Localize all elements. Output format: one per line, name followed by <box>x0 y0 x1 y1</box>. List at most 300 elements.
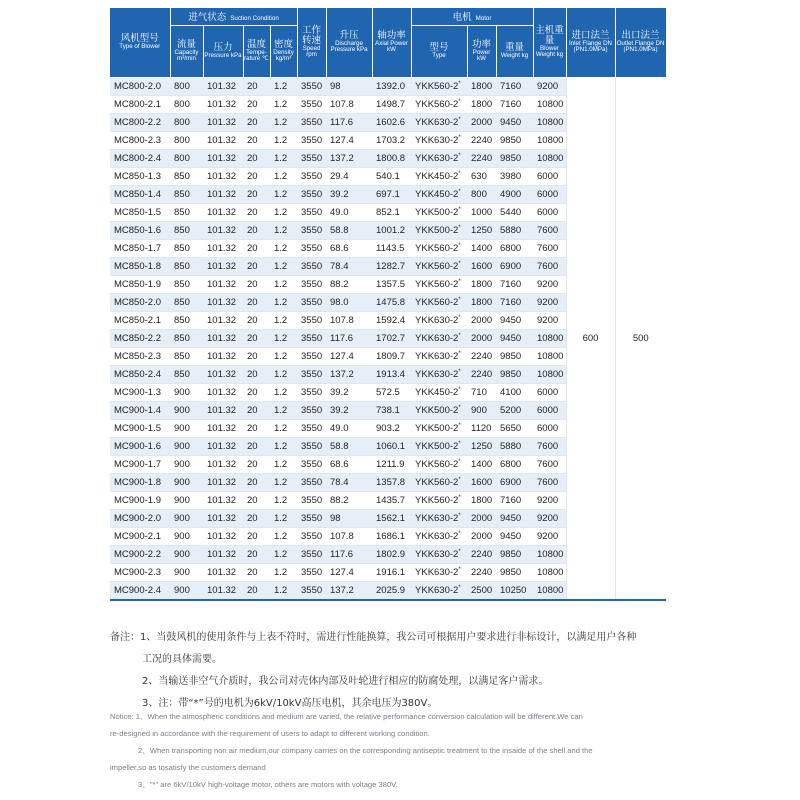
cell-discharge: 117.6 <box>326 329 372 347</box>
notes-chinese <box>110 628 690 716</box>
cell-density: 1.2 <box>270 149 297 167</box>
cell-model: MC850-1.7 <box>110 239 170 257</box>
cell-speed: 3550 <box>297 293 326 311</box>
cell-speed: 3550 <box>297 257 326 275</box>
cell-discharge: 39.2 <box>326 401 372 419</box>
cell-motor-power: 2000 <box>467 527 496 545</box>
cell-motor-weight: 6800 <box>496 455 533 473</box>
high-voltage-mark: * <box>458 350 461 357</box>
cell-model: MC900-2.3 <box>110 563 170 581</box>
cell-axial-power: 1282.7 <box>372 257 411 275</box>
cell-speed: 3550 <box>297 311 326 329</box>
header-suction: 进气状态 Suction Condition <box>170 8 297 25</box>
cell-speed: 3550 <box>297 437 326 455</box>
high-voltage-mark: * <box>458 566 461 573</box>
header-motor-weight: 重量 Weight kg <box>496 25 533 77</box>
cell-flow: 900 <box>170 545 203 563</box>
cell-motor-power: 2240 <box>467 545 496 563</box>
cell-speed: 3550 <box>297 77 326 95</box>
cell-axial-power: 1686.1 <box>372 527 411 545</box>
motor-type-text: YKK500-2 <box>415 206 459 218</box>
cell-blower-weight: 9200 <box>533 311 566 329</box>
cell-model: MC800-2.0 <box>110 77 170 95</box>
cell-density: 1.2 <box>270 257 297 275</box>
high-voltage-mark: * <box>458 422 461 429</box>
cell-flow: 900 <box>170 491 203 509</box>
cell-pressure: 101.32 <box>203 491 243 509</box>
cell-flow: 900 <box>170 509 203 527</box>
cell-motor-type <box>411 167 467 185</box>
high-voltage-mark: * <box>458 368 461 375</box>
cell-model: MC850-2.3 <box>110 347 170 365</box>
header-pressure: 压力 Pressure kPa <box>203 25 243 77</box>
cell-discharge: 29.4 <box>326 167 372 185</box>
cell-motor-weight: 5200 <box>496 401 533 419</box>
cell-blower-weight: 7600 <box>533 239 566 257</box>
cell-flow: 900 <box>170 455 203 473</box>
cell-motor-power: 1600 <box>467 473 496 491</box>
high-voltage-mark: * <box>458 332 461 339</box>
cell-motor-type <box>411 419 467 437</box>
cell-motor-power: 1250 <box>467 221 496 239</box>
high-voltage-mark: * <box>458 242 461 249</box>
cell-discharge: 49.0 <box>326 203 372 221</box>
cell-speed: 3550 <box>297 563 326 581</box>
cell-pressure: 101.32 <box>203 167 243 185</box>
cell-model: MC850-2.4 <box>110 365 170 383</box>
cell-speed: 3550 <box>297 401 326 419</box>
cell-speed: 3550 <box>297 239 326 257</box>
high-voltage-mark: * <box>458 314 461 321</box>
cell-density: 1.2 <box>270 545 297 563</box>
cell-motor-weight: 6800 <box>496 239 533 257</box>
cell-blower-weight: 7600 <box>533 455 566 473</box>
cell-pressure: 101.32 <box>203 419 243 437</box>
cell-blower-weight: 7600 <box>533 257 566 275</box>
cell-axial-power: 2025.9 <box>372 581 411 600</box>
header-motor: 电机 Motor <box>411 8 533 25</box>
cell-speed: 3550 <box>297 509 326 527</box>
cell-blower-weight: 10800 <box>533 329 566 347</box>
cell-motor-power: 1800 <box>467 293 496 311</box>
high-voltage-mark: * <box>458 116 461 123</box>
cell-model: MC800-2.4 <box>110 149 170 167</box>
motor-type-text: YKK630-2 <box>415 134 459 146</box>
motor-type-text: YKK500-2 <box>415 440 459 452</box>
cell-axial-power: 1357.8 <box>372 473 411 491</box>
cell-model: MC850-2.2 <box>110 329 170 347</box>
high-voltage-mark: * <box>458 386 461 393</box>
cell-discharge: 78.4 <box>326 257 372 275</box>
header-outlet-flange: 出口法兰 Outlet Flange DN (PN1.0MPa) <box>615 8 666 77</box>
cell-pressure: 101.32 <box>203 401 243 419</box>
cell-motor-type <box>411 203 467 221</box>
cell-discharge: 127.4 <box>326 563 372 581</box>
cell-density: 1.2 <box>270 365 297 383</box>
cell-pressure: 101.32 <box>203 329 243 347</box>
cell-motor-type <box>411 437 467 455</box>
cell-motor-weight: 4100 <box>496 383 533 401</box>
cell-motor-type <box>411 509 467 527</box>
header-inlet-flange: 进口法兰 Inlet Flange DN (PN1.0MPa) <box>566 8 615 77</box>
cell-pressure: 101.32 <box>203 293 243 311</box>
cell-flow: 800 <box>170 113 203 131</box>
cell-motor-weight: 7160 <box>496 95 533 113</box>
cell-motor-type <box>411 365 467 383</box>
cell-density: 1.2 <box>270 167 297 185</box>
motor-type-text: YKK500-2 <box>415 224 459 236</box>
high-voltage-mark: * <box>458 530 461 537</box>
cell-motor-power: 1600 <box>467 257 496 275</box>
cell-pressure: 101.32 <box>203 77 243 95</box>
cell-motor-type <box>411 149 467 167</box>
cell-blower-weight: 7600 <box>533 473 566 491</box>
cell-motor-type <box>411 491 467 509</box>
cell-motor-type <box>411 563 467 581</box>
cell-axial-power: 738.1 <box>372 401 411 419</box>
cell-density: 1.2 <box>270 311 297 329</box>
cell-speed: 3550 <box>297 527 326 545</box>
high-voltage-mark: * <box>458 98 461 105</box>
cell-temperature: 20 <box>243 185 270 203</box>
cell-motor-power: 1400 <box>467 455 496 473</box>
cell-pressure: 101.32 <box>203 239 243 257</box>
cell-discharge: 49.0 <box>326 419 372 437</box>
header-motor-type: 型号 Type <box>411 25 467 77</box>
high-voltage-mark: * <box>458 170 461 177</box>
cell-speed: 3550 <box>297 149 326 167</box>
cell-axial-power: 1703.2 <box>372 131 411 149</box>
motor-type-text: YKK450-2 <box>415 170 459 182</box>
high-voltage-mark: * <box>458 548 461 555</box>
header-density: 密度 Density kg/m³ <box>270 25 297 77</box>
cell-density: 1.2 <box>270 491 297 509</box>
cell-pressure: 101.32 <box>203 149 243 167</box>
cell-temperature: 20 <box>243 311 270 329</box>
high-voltage-mark: * <box>458 206 461 213</box>
cell-density: 1.2 <box>270 581 297 600</box>
header-motor-power: 功率 Power kW <box>467 25 496 77</box>
cell-pressure: 101.32 <box>203 437 243 455</box>
cell-model: MC900-1.7 <box>110 455 170 473</box>
cell-model: MC850-2.1 <box>110 311 170 329</box>
cell-motor-type <box>411 581 467 600</box>
cell-motor-power: 2000 <box>467 113 496 131</box>
cell-model: MC850-1.6 <box>110 221 170 239</box>
header-axial-power: 轴功率 Axial Power kW <box>372 8 411 77</box>
cell-speed: 3550 <box>297 95 326 113</box>
cell-motor-weight: 4900 <box>496 185 533 203</box>
cell-blower-weight: 6000 <box>533 383 566 401</box>
cell-axial-power: 852.1 <box>372 203 411 221</box>
cell-motor-type <box>411 401 467 419</box>
cell-density: 1.2 <box>270 113 297 131</box>
cell-pressure: 101.32 <box>203 275 243 293</box>
cell-density: 1.2 <box>270 293 297 311</box>
cell-speed: 3550 <box>297 113 326 131</box>
cell-motor-type <box>411 311 467 329</box>
cell-motor-type <box>411 527 467 545</box>
motor-type-text: YKK630-2 <box>415 314 459 326</box>
cell-motor-weight: 9450 <box>496 527 533 545</box>
cell-flow: 850 <box>170 329 203 347</box>
motor-type-text: YKK560-2 <box>415 476 459 488</box>
motor-type-text: YKK630-2 <box>415 332 459 344</box>
cell-motor-weight: 5440 <box>496 203 533 221</box>
cell-blower-weight: 10800 <box>533 581 566 600</box>
cell-model: MC800-2.3 <box>110 131 170 149</box>
cell-motor-power: 1000 <box>467 203 496 221</box>
cell-motor-weight: 9450 <box>496 329 533 347</box>
cell-motor-weight: 9850 <box>496 131 533 149</box>
cell-blower-weight: 10800 <box>533 545 566 563</box>
note-cn-3: 3、注：带“*”号的电机为6kV/10kV高压电机，其余电压为380V。 <box>142 698 438 709</box>
cell-blower-weight: 9200 <box>533 491 566 509</box>
cell-flow: 900 <box>170 401 203 419</box>
cell-temperature: 20 <box>243 473 270 491</box>
cell-flow: 850 <box>170 221 203 239</box>
motor-type-text: YKK560-2 <box>415 458 459 470</box>
cell-discharge: 127.4 <box>326 131 372 149</box>
cell-motor-power: 900 <box>467 401 496 419</box>
cell-axial-power: 903.2 <box>372 419 411 437</box>
motor-type-text: YKK630-2 <box>415 152 459 164</box>
motor-type-text: YKK450-2 <box>415 386 459 398</box>
cell-motor-type <box>411 275 467 293</box>
motor-type-text: YKK560-2 <box>415 80 459 92</box>
cell-temperature: 20 <box>243 113 270 131</box>
high-voltage-mark: * <box>458 584 461 591</box>
cell-discharge: 107.8 <box>326 95 372 113</box>
cell-blower-weight: 10800 <box>533 113 566 131</box>
cell-flow: 900 <box>170 473 203 491</box>
cell-model: MC900-1.6 <box>110 437 170 455</box>
cell-model: MC850-1.3 <box>110 167 170 185</box>
cell-pressure: 101.32 <box>203 203 243 221</box>
cell-motor-power: 2240 <box>467 347 496 365</box>
cell-temperature: 20 <box>243 95 270 113</box>
high-voltage-mark: * <box>458 440 461 447</box>
cell-model: MC850-1.5 <box>110 203 170 221</box>
spec-sheet <box>110 8 666 601</box>
cell-temperature: 20 <box>243 329 270 347</box>
cell-blower-weight: 9200 <box>533 77 566 95</box>
cell-temperature: 20 <box>243 77 270 95</box>
motor-type-text: YKK450-2 <box>415 188 459 200</box>
cell-temperature: 20 <box>243 365 270 383</box>
cell-motor-weight: 7160 <box>496 293 533 311</box>
cell-pressure: 101.32 <box>203 365 243 383</box>
note-en-2-cont: impeller,so as tosatisfy the customers demand <box>110 763 266 772</box>
cell-motor-weight: 7160 <box>496 491 533 509</box>
cell-motor-type <box>411 545 467 563</box>
cell-speed: 3550 <box>297 581 326 600</box>
cell-motor-power: 2000 <box>467 509 496 527</box>
cell-density: 1.2 <box>270 77 297 95</box>
cell-temperature: 20 <box>243 437 270 455</box>
high-voltage-mark: * <box>458 134 461 141</box>
header-temperature: 温度 Tempe-rature ℃ <box>243 25 270 77</box>
cell-pressure: 101.32 <box>203 185 243 203</box>
cell-motor-power: 630 <box>467 167 496 185</box>
header-discharge: 升压 Discharge Pressure kPa <box>326 8 372 77</box>
cell-flow: 850 <box>170 275 203 293</box>
cell-axial-power: 1809.7 <box>372 347 411 365</box>
cell-flow: 900 <box>170 383 203 401</box>
motor-type-text: YKK630-2 <box>415 512 459 524</box>
high-voltage-mark: * <box>458 224 461 231</box>
note-cn-1: 备注：1、当鼓风机的使用条件与上表不符时，需进行性能换算，我公司可根据用户要求进行非标设计，以满足用户各种 <box>110 632 637 643</box>
high-voltage-mark: * <box>458 494 461 501</box>
motor-type-text: YKK560-2 <box>415 278 459 290</box>
cell-discharge: 58.8 <box>326 437 372 455</box>
note-en-2: 2、When transporting non air medium,our company carries on the corresponding antiseptic treatment to the insaide of the shell and the <box>138 746 593 755</box>
cell-blower-weight: 9200 <box>533 509 566 527</box>
cell-temperature: 20 <box>243 527 270 545</box>
cell-motor-power: 2240 <box>467 131 496 149</box>
cell-blower-weight: 10800 <box>533 131 566 149</box>
note-en-3: 3、"*" are 6kV/10kV high-voltage motor, others are motors with voltage 380V. <box>138 780 398 789</box>
cell-model: MC850-1.8 <box>110 257 170 275</box>
cell-density: 1.2 <box>270 527 297 545</box>
cell-density: 1.2 <box>270 329 297 347</box>
cell-flow: 850 <box>170 311 203 329</box>
cell-temperature: 20 <box>243 581 270 600</box>
cell-motor-power: 2000 <box>467 311 496 329</box>
cell-motor-power: 2240 <box>467 563 496 581</box>
cell-motor-power: 1800 <box>467 491 496 509</box>
high-voltage-mark: * <box>458 458 461 465</box>
motor-type-text: YKK630-2 <box>415 116 459 128</box>
cell-pressure: 101.32 <box>203 545 243 563</box>
cell-axial-power: 1592.4 <box>372 311 411 329</box>
blower-spec-table <box>110 8 667 601</box>
cell-speed: 3550 <box>297 203 326 221</box>
cell-flow: 800 <box>170 131 203 149</box>
cell-temperature: 20 <box>243 149 270 167</box>
table-row <box>110 77 666 95</box>
motor-type-text: YKK500-2 <box>415 404 459 416</box>
cell-motor-type <box>411 347 467 365</box>
cell-axial-power: 1602.6 <box>372 113 411 131</box>
cell-temperature: 20 <box>243 275 270 293</box>
header-blower-weight: 主机重量 Blower Weight kg <box>533 8 566 77</box>
cell-density: 1.2 <box>270 473 297 491</box>
cell-model: MC900-1.3 <box>110 383 170 401</box>
cell-motor-power: 1800 <box>467 77 496 95</box>
cell-pressure: 101.32 <box>203 221 243 239</box>
cell-speed: 3550 <box>297 365 326 383</box>
cell-motor-power: 2000 <box>467 329 496 347</box>
cell-pressure: 101.32 <box>203 563 243 581</box>
cell-blower-weight: 7600 <box>533 437 566 455</box>
cell-motor-type <box>411 185 467 203</box>
motor-type-text: YKK630-2 <box>415 530 459 542</box>
cell-flow: 850 <box>170 185 203 203</box>
cell-motor-power: 1250 <box>467 437 496 455</box>
cell-speed: 3550 <box>297 455 326 473</box>
cell-motor-type <box>411 293 467 311</box>
motor-type-text: YKK560-2 <box>415 242 459 254</box>
cell-speed: 3550 <box>297 419 326 437</box>
notes-english <box>110 710 670 795</box>
note-cn-1-cont: 工况的具体需要。 <box>142 654 222 665</box>
cell-pressure: 101.32 <box>203 383 243 401</box>
cell-motor-power: 1800 <box>467 95 496 113</box>
cell-blower-weight: 10800 <box>533 95 566 113</box>
cell-axial-power: 1357.5 <box>372 275 411 293</box>
cell-temperature: 20 <box>243 221 270 239</box>
cell-flow: 900 <box>170 581 203 600</box>
cell-flow: 850 <box>170 167 203 185</box>
cell-blower-weight: 6000 <box>533 167 566 185</box>
cell-model: MC850-2.0 <box>110 293 170 311</box>
cell-axial-power: 1211.9 <box>372 455 411 473</box>
cell-temperature: 20 <box>243 203 270 221</box>
cell-axial-power: 540.1 <box>372 167 411 185</box>
cell-density: 1.2 <box>270 131 297 149</box>
cell-temperature: 20 <box>243 167 270 185</box>
cell-density: 1.2 <box>270 419 297 437</box>
cell-discharge: 98.0 <box>326 293 372 311</box>
cell-density: 1.2 <box>270 455 297 473</box>
cell-motor-power: 1800 <box>467 275 496 293</box>
motor-type-text: YKK560-2 <box>415 494 459 506</box>
cell-speed: 3550 <box>297 167 326 185</box>
cell-motor-type <box>411 95 467 113</box>
cell-motor-weight: 9850 <box>496 365 533 383</box>
cell-blower-weight: 10800 <box>533 563 566 581</box>
note-cn-2: 2、当输送非空气介质时，我公司对壳体内部及叶轮进行相应的防腐处理，以满足客户需求。 <box>142 676 549 687</box>
cell-model: MC900-2.0 <box>110 509 170 527</box>
cell-motor-type <box>411 383 467 401</box>
cell-motor-power: 1120 <box>467 419 496 437</box>
cell-motor-power: 1400 <box>467 239 496 257</box>
cell-flow: 850 <box>170 203 203 221</box>
cell-density: 1.2 <box>270 203 297 221</box>
cell-motor-weight: 9850 <box>496 545 533 563</box>
cell-motor-weight: 10250 <box>496 581 533 600</box>
cell-blower-weight: 6000 <box>533 203 566 221</box>
cell-flow: 850 <box>170 257 203 275</box>
cell-discharge: 88.2 <box>326 491 372 509</box>
cell-blower-weight: 9200 <box>533 527 566 545</box>
cell-discharge: 137.2 <box>326 149 372 167</box>
motor-type-text: YKK500-2 <box>415 422 459 434</box>
note-en-1-cont: re-designed in accordance with the requirement of users to adapt to different working condition. <box>110 729 430 738</box>
cell-axial-power: 1392.0 <box>372 77 411 95</box>
cell-motor-weight: 5880 <box>496 221 533 239</box>
cell-temperature: 20 <box>243 347 270 365</box>
cell-temperature: 20 <box>243 455 270 473</box>
cell-flow: 800 <box>170 77 203 95</box>
cell-discharge: 68.6 <box>326 239 372 257</box>
cell-pressure: 101.32 <box>203 113 243 131</box>
cell-discharge: 137.2 <box>326 581 372 600</box>
cell-speed: 3550 <box>297 545 326 563</box>
high-voltage-mark: * <box>458 80 461 87</box>
high-voltage-mark: * <box>458 188 461 195</box>
cell-motor-type <box>411 329 467 347</box>
high-voltage-mark: * <box>458 260 461 267</box>
cell-temperature: 20 <box>243 563 270 581</box>
cell-axial-power: 1562.1 <box>372 509 411 527</box>
cell-flow: 800 <box>170 149 203 167</box>
cell-speed: 3550 <box>297 185 326 203</box>
cell-pressure: 101.32 <box>203 131 243 149</box>
cell-speed: 3550 <box>297 473 326 491</box>
cell-discharge: 117.6 <box>326 545 372 563</box>
